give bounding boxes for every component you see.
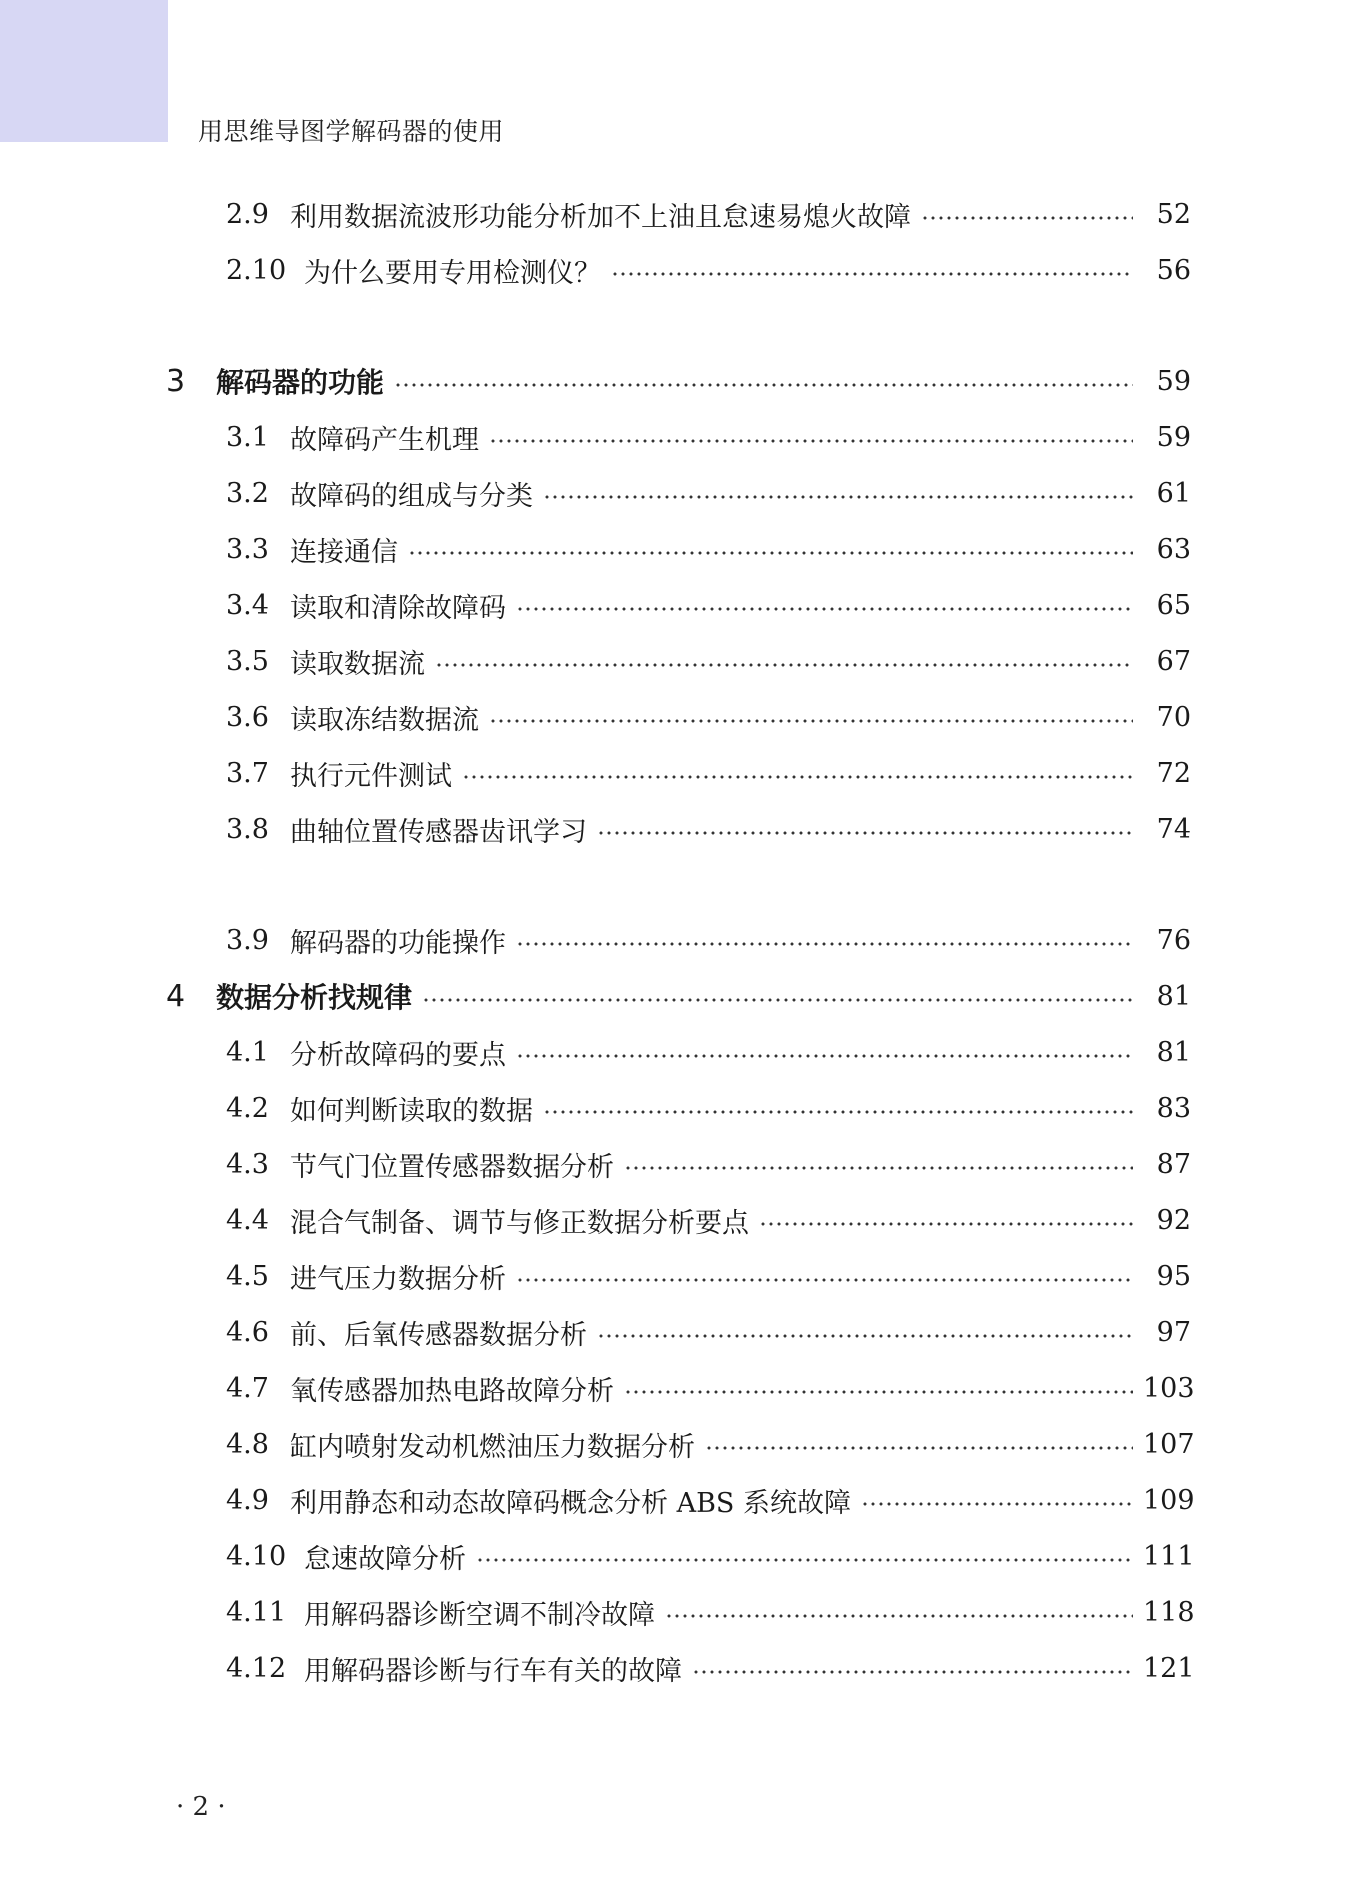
toc-entry-page: 65 <box>1156 589 1191 621</box>
toc-leader-dots <box>476 1558 1133 1562</box>
toc-entry-title: 节气门位置传感器数据分析 <box>290 1151 614 1183</box>
toc-entry-page: 97 <box>1156 1316 1191 1348</box>
toc-entry-number: 4.10 <box>226 1540 287 1572</box>
toc-section-entry[interactable] <box>0 1196 1347 1244</box>
toc-leader-dots <box>692 1670 1133 1674</box>
toc-entry-title: 数据分析找规律 <box>216 981 413 1014</box>
toc-leader-dots <box>516 607 1133 611</box>
toc-entry-title: 混合气制备、调节与修正数据分析要点 <box>290 1207 749 1239</box>
toc-leader-dots <box>624 1390 1133 1394</box>
toc-entry-title: 曲轴位置传感器齿讯学习 <box>290 816 587 848</box>
toc-entry-page: 59 <box>1156 365 1191 397</box>
toc-entry-number: 4.12 <box>226 1652 287 1684</box>
toc-entry-number: 3 <box>166 363 186 399</box>
toc-section-entry[interactable] <box>0 1476 1347 1524</box>
toc-leader-dots <box>516 1054 1133 1058</box>
toc-entry-number: 4.9 <box>226 1484 269 1516</box>
toc-entry-number: 4.1 <box>226 1036 269 1068</box>
toc-entry-page: 81 <box>1156 980 1191 1012</box>
toc-entry-page: 103 <box>1143 1372 1195 1404</box>
toc-entry-title: 利用数据流波形功能分析加不上油且怠速易熄火故障 <box>290 201 911 233</box>
toc-entry-page: 107 <box>1143 1428 1195 1460</box>
toc-entry-page: 83 <box>1156 1092 1191 1124</box>
toc-entry-page: 81 <box>1156 1036 1191 1068</box>
toc-section-entry[interactable] <box>0 525 1347 573</box>
toc-section-entry[interactable] <box>0 413 1347 461</box>
toc-entry-number: 3.4 <box>226 589 269 621</box>
toc-entry-title: 解码器的功能 <box>216 366 385 399</box>
toc-entry-page: 56 <box>1156 254 1191 286</box>
toc-leader-dots <box>516 1278 1133 1282</box>
toc-entry-number: 4.7 <box>226 1372 269 1404</box>
toc-section-entry[interactable] <box>0 190 1347 238</box>
running-header: 用思维导图学解码器的使用 <box>198 117 505 146</box>
toc-section-entry[interactable] <box>0 1308 1347 1356</box>
toc-leader-dots <box>462 775 1133 779</box>
toc-entry-title: 前、后氧传感器数据分析 <box>290 1319 587 1351</box>
toc-entry-number: 4.5 <box>226 1260 269 1292</box>
toc-entry-page: 95 <box>1156 1260 1191 1292</box>
toc-section-entry[interactable] <box>0 1644 1347 1692</box>
toc-section-entry[interactable] <box>0 1420 1347 1468</box>
toc-leader-dots <box>543 495 1133 499</box>
toc-section-entry[interactable] <box>0 1364 1347 1412</box>
toc-chapter-entry[interactable] <box>0 972 1347 1020</box>
toc-entry-number: 3.8 <box>226 813 269 845</box>
toc-section-entry[interactable] <box>0 1588 1347 1636</box>
page-number: · 2 · <box>176 1792 226 1822</box>
toc-entry-number: 2.10 <box>226 254 287 286</box>
toc-entry-page: 63 <box>1156 533 1191 565</box>
toc-chapter-entry[interactable] <box>0 357 1347 405</box>
toc-entry-number: 4.3 <box>226 1148 269 1180</box>
toc-section-entry[interactable] <box>0 1252 1347 1300</box>
toc-entry-title: 执行元件测试 <box>290 760 452 792</box>
toc-entry-title: 用解码器诊断与行车有关的故障 <box>304 1655 682 1687</box>
toc-section-entry[interactable] <box>0 581 1347 629</box>
toc-entry-number: 3.1 <box>226 421 269 453</box>
toc-entry-title: 缸内喷射发动机燃油压力数据分析 <box>290 1431 695 1463</box>
toc-entry-title: 为什么要用专用检测仪？ <box>304 257 601 289</box>
toc-entry-number: 4.8 <box>226 1428 269 1460</box>
toc-entry-title: 分析故障码的要点 <box>290 1039 506 1071</box>
toc-entry-title: 利用静态和动态故障码概念分析 ABS 系统故障 <box>290 1487 852 1519</box>
toc-entry-page: 111 <box>1143 1540 1195 1572</box>
toc-entry-title: 读取数据流 <box>290 648 425 680</box>
toc-entry-page: 92 <box>1156 1204 1191 1236</box>
toc-leader-dots <box>597 831 1133 835</box>
toc-section-entry[interactable] <box>0 1532 1347 1580</box>
toc-entry-number: 4.6 <box>226 1316 269 1348</box>
toc-entry-number: 4.4 <box>226 1204 269 1236</box>
toc-entry-page: 74 <box>1156 813 1191 845</box>
toc-entry-number: 3.7 <box>226 757 269 789</box>
toc-section-entry[interactable] <box>0 469 1347 517</box>
toc-entry-page: 118 <box>1143 1596 1195 1628</box>
toc-entry-title: 连接通信 <box>290 536 398 568</box>
toc-section-entry[interactable] <box>0 1084 1347 1132</box>
toc-entry-page: 70 <box>1156 701 1191 733</box>
toc-leader-dots <box>665 1614 1133 1618</box>
toc-entry-title: 解码器的功能操作 <box>290 927 506 959</box>
toc-entry-title: 读取冻结数据流 <box>290 704 479 736</box>
toc-leader-dots <box>759 1222 1133 1226</box>
toc-entry-number: 3.2 <box>226 477 269 509</box>
toc-leader-dots <box>489 439 1133 443</box>
toc-entry-number: 4 <box>166 978 186 1014</box>
toc-section-entry[interactable] <box>0 693 1347 741</box>
toc-entry-number: 3.3 <box>226 533 269 565</box>
toc-leader-dots <box>408 551 1133 555</box>
toc-entry-page: 67 <box>1156 645 1191 677</box>
toc-section-entry[interactable] <box>0 637 1347 685</box>
toc-entry-title: 如何判断读取的数据 <box>290 1095 533 1127</box>
toc-leader-dots <box>516 942 1133 946</box>
toc-section-entry[interactable] <box>0 916 1347 964</box>
toc-entry-number: 3.6 <box>226 701 269 733</box>
toc-entry-number: 4.11 <box>226 1596 287 1628</box>
toc-entry-page: 109 <box>1143 1484 1195 1516</box>
toc-entry-number: 4.2 <box>226 1092 269 1124</box>
toc-section-entry[interactable] <box>0 246 1347 294</box>
toc-entry-number: 3.5 <box>226 645 269 677</box>
toc-leader-dots <box>543 1110 1133 1114</box>
toc-entry-page: 59 <box>1156 421 1191 453</box>
toc-entry-page: 61 <box>1156 477 1191 509</box>
toc-leader-dots <box>611 272 1133 276</box>
toc-section-entry[interactable] <box>0 805 1347 853</box>
toc-section-entry[interactable] <box>0 1028 1347 1076</box>
toc-entry-page: 76 <box>1156 924 1191 956</box>
toc-entry-title: 用解码器诊断空调不制冷故障 <box>304 1599 655 1631</box>
toc-entry-title: 读取和清除故障码 <box>290 592 506 624</box>
toc-entry-number: 3.9 <box>226 924 269 956</box>
toc-entry-page: 87 <box>1156 1148 1191 1180</box>
toc-entry-page: 72 <box>1156 757 1191 789</box>
toc-section-entry[interactable] <box>0 1140 1347 1188</box>
toc-leader-dots <box>624 1166 1133 1170</box>
toc-leader-dots <box>489 719 1133 723</box>
toc-leader-dots <box>705 1446 1133 1450</box>
toc-leader-dots <box>921 216 1133 220</box>
toc-entry-title: 进气压力数据分析 <box>290 1263 506 1295</box>
toc-entry-title: 故障码产生机理 <box>290 424 479 456</box>
toc-leader-dots <box>861 1502 1133 1506</box>
toc-entry-title: 怠速故障分析 <box>304 1543 466 1575</box>
toc-leader-dots <box>597 1334 1133 1338</box>
toc-section-entry[interactable] <box>0 749 1347 797</box>
toc-leader-dots <box>422 998 1133 1002</box>
toc-entry-number: 2.9 <box>226 198 269 230</box>
toc-leader-dots <box>435 663 1133 667</box>
toc-entry-page: 52 <box>1156 198 1191 230</box>
toc-entry-title: 故障码的组成与分类 <box>290 480 533 512</box>
toc-entry-page: 121 <box>1143 1652 1195 1684</box>
toc-entry-title: 氧传感器加热电路故障分析 <box>290 1375 614 1407</box>
toc-leader-dots <box>394 383 1133 387</box>
